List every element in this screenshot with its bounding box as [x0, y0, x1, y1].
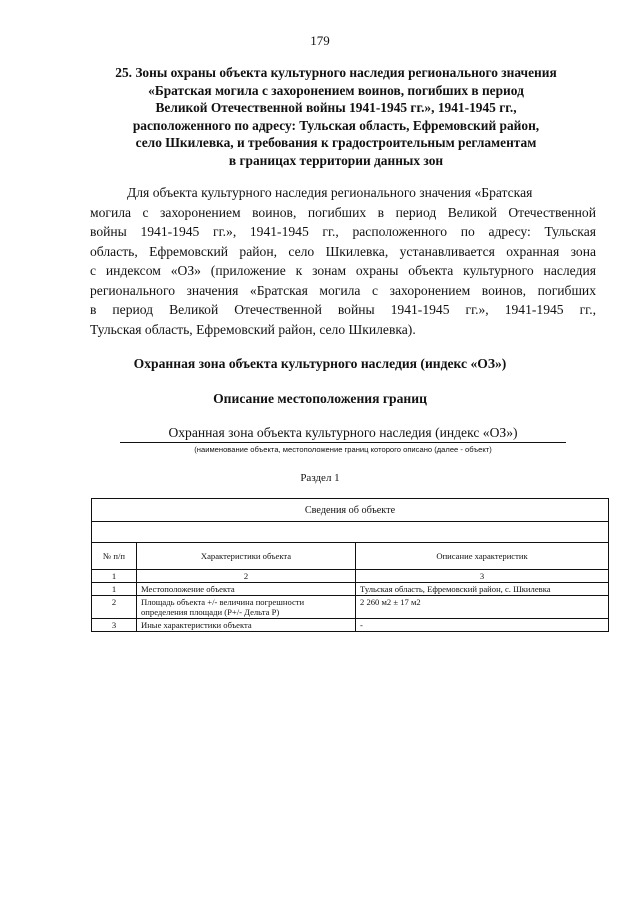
zone-heading: Охранная зона объекта культурного наследия (индекс «ОЗ») [133, 356, 507, 371]
heading-line: 25. Зоны охраны объекта культурного наследия регионального значения [115, 65, 557, 80]
table-title-row [92, 499, 609, 522]
row-characteristic: Местоположение объекта [137, 583, 356, 596]
table-column-numbers-row [92, 570, 609, 583]
object-info-table [91, 498, 609, 632]
heading-line: село Шкилевка, и требования к градостроительным регламентам [135, 135, 537, 151]
zone-name-caption: (наименование объекта, местоположение границ которого описано (далее - объект) [194, 445, 492, 454]
boundary-heading: Описание местоположения границ [213, 391, 427, 406]
body-line: войны 1941-1945 гг.», 1941-1945 гг., расположенного по адресу: Тульская [90, 224, 596, 239]
body-line: регионального значения «Братская могила с захоронением воинов, погибших [90, 282, 596, 298]
page-number: 179 [310, 33, 330, 48]
column-number: 2 [137, 570, 356, 583]
row-number: 1 [92, 583, 137, 596]
heading-line: Великой Отечественной войны 1941-1945 гг.», 1941-1945 гг., [155, 100, 517, 116]
body-line: могила с захоронением воинов, погибших в период Великой Отечественной [90, 204, 596, 220]
header-number: № п/п [92, 543, 137, 570]
heading-line: в границах территории данных зон [228, 152, 444, 168]
heading-line: «Братская могила с захоронением воинов, погибших в период [148, 82, 524, 98]
row-description: Тульская область, Ефремовский район, с. Шкилевка [356, 583, 609, 596]
section-label: Раздел 1 [300, 472, 340, 484]
column-number: 3 [356, 570, 609, 583]
row-description: 2 260 м2 ± 17 м2 [356, 596, 609, 619]
body-line: Тульская область, Ефремовский район, село Шкилевка). [90, 321, 416, 337]
heading-line: расположенного по адресу: Тульская область, Ефремовский район, [132, 117, 540, 133]
header-characteristic: Характеристики объекта [137, 543, 356, 570]
body-line: Для объекта культурного наследия регионального значения «Братская [127, 185, 533, 200]
row-characteristic: Иные характеристики объекта [137, 619, 356, 632]
table-row [92, 596, 609, 619]
row-number: 2 [92, 596, 137, 619]
body-line: с индексом «ОЗ» (приложение к зонам охраны объекта культурного наследия [90, 263, 596, 278]
row-characteristic: Площадь объекта +/- величина погрешности определения площади (P+/- Дельта P) [137, 596, 356, 619]
table-row [92, 583, 609, 596]
table-blank-cell [92, 522, 609, 543]
row-description: - [356, 619, 609, 632]
document-heading [86, 64, 586, 170]
body-paragraph [90, 183, 596, 339]
table-header-row [92, 543, 609, 570]
row-number: 3 [92, 619, 137, 632]
table-blank-row [92, 522, 609, 543]
table-title: Сведения об объекте [92, 499, 609, 522]
zone-name-field: Охранная зона объекта культурного наследия (индекс «ОЗ») [120, 425, 566, 443]
header-description: Описание характеристик [356, 543, 609, 570]
body-line: область, Ефремовский район, село Шкилевка, устанавливается охранная зона [90, 243, 596, 259]
column-number: 1 [92, 570, 137, 583]
table-row [92, 619, 609, 632]
body-line: в период Великой Отечественной войны 1941-1945 гг.», 1941-1945 гг., [90, 302, 596, 317]
